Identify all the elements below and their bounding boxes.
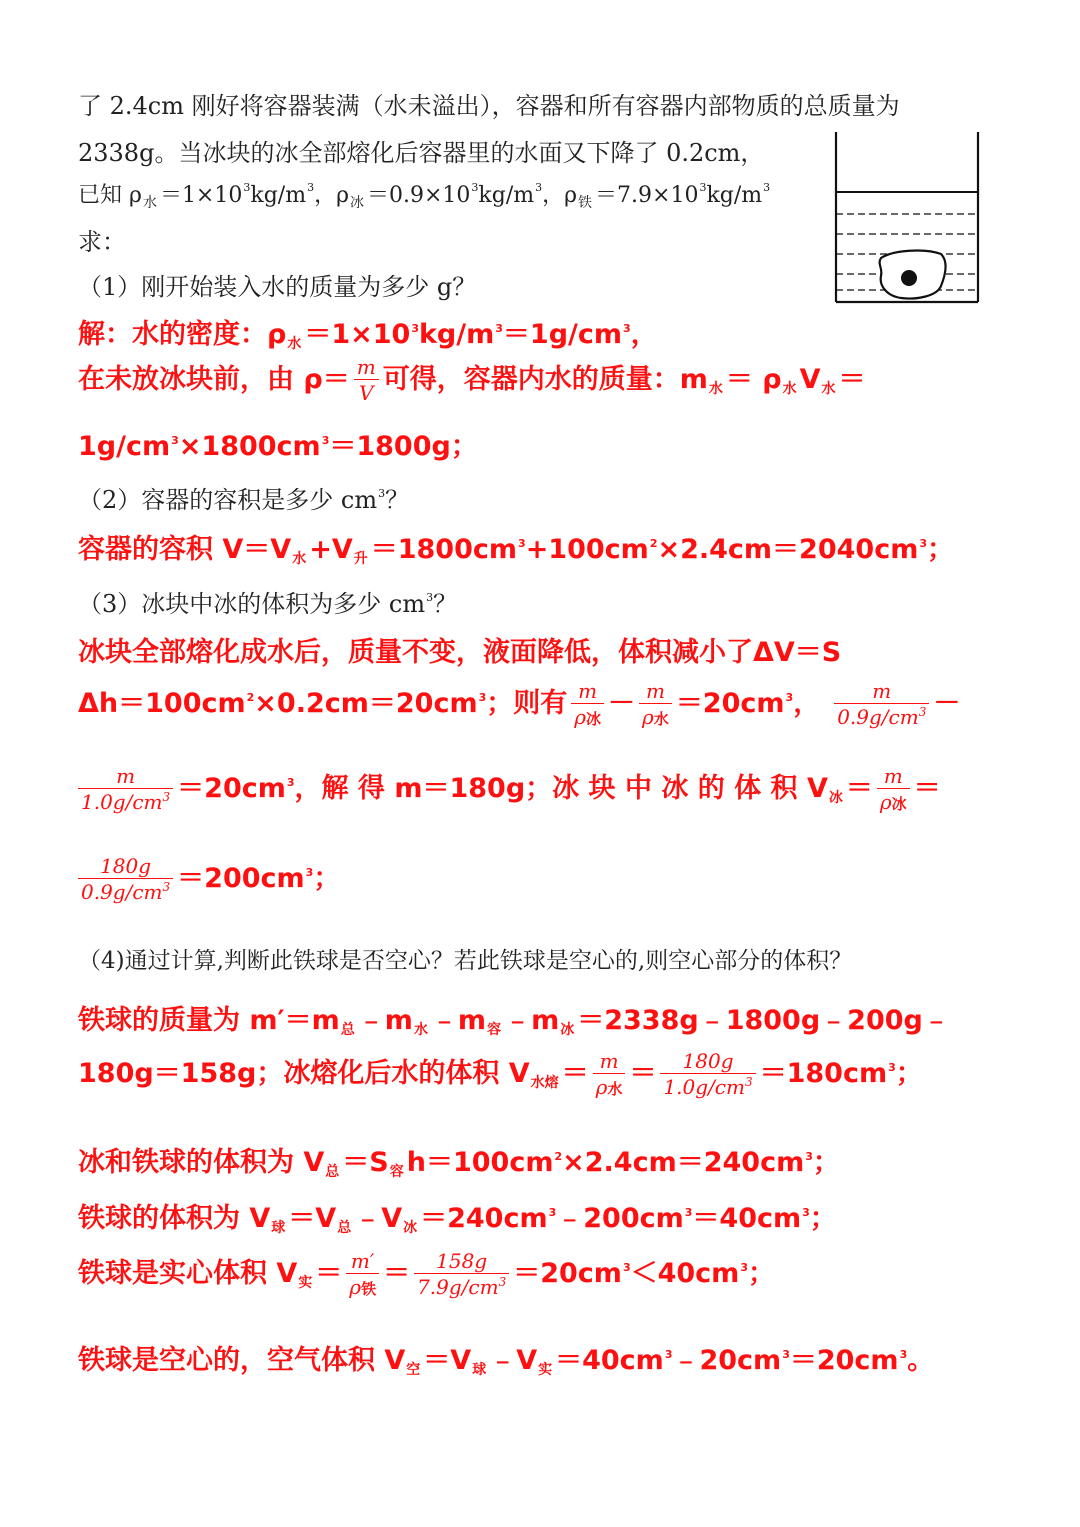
fraction-denominator: V [354, 379, 379, 405]
t: ×0.2cm＝20cm [254, 688, 478, 719]
t: ； [927, 534, 955, 565]
t: ＝240cm [420, 1203, 548, 1234]
t: V [799, 364, 821, 395]
t: ＝ [561, 1058, 589, 1089]
t: ＝20cm [177, 773, 286, 804]
t: 铁球是空心的，空气体积 V [78, 1345, 406, 1376]
t: +100cm [525, 534, 649, 565]
question-4 [78, 942, 852, 975]
t: 3 [918, 705, 927, 719]
t: （3）冰块中冰的体积为多少 cm [78, 590, 426, 618]
answer-4-line-4 [78, 1196, 837, 1237]
t: ﹣200cm [556, 1203, 684, 1234]
t: ； [895, 1058, 923, 1089]
answer-3-line-1 [78, 630, 841, 669]
t: 在未放冰块前，由 ρ＝ [78, 364, 350, 395]
t: 3 [162, 880, 171, 894]
t: ；则有 [486, 688, 568, 719]
answer-4-line-3 [78, 1140, 840, 1181]
t: ； [812, 1147, 840, 1178]
fraction-numerator: 180g [682, 1049, 734, 1073]
answer-1-line-2 [78, 356, 865, 405]
problem-line-1 [78, 86, 900, 121]
t: 水 [413, 1022, 428, 1038]
t: 0.9g/cm [81, 880, 163, 904]
fraction [354, 356, 379, 405]
t: 0.9g/cm [837, 705, 919, 729]
fraction-denominator [571, 703, 604, 729]
t: 球 [271, 1220, 286, 1236]
fraction [78, 855, 173, 904]
t: 铁球的质量为 m′＝m [78, 1005, 340, 1036]
t: 180g＝158g；冰熔化后水的体积 V [78, 1058, 530, 1089]
answer-4-line-5 [78, 1250, 775, 1299]
t: 3 [411, 322, 419, 335]
fraction [834, 680, 929, 729]
t: 3 [305, 866, 314, 879]
t: ＝180cm [759, 1058, 888, 1089]
t: ＝1g/cm [502, 319, 623, 350]
t: 3 [535, 181, 543, 194]
t: 铁球的体积为 V [78, 1203, 271, 1234]
t: 水熔 [530, 1075, 559, 1091]
t: 3 [763, 181, 771, 194]
t: 水 [287, 336, 302, 352]
t: ρ [349, 1275, 362, 1299]
t: ＝0.9×10 [367, 183, 471, 208]
t: ，ρ [314, 183, 349, 208]
t: ﹣20cm [672, 1345, 782, 1376]
t: ﹣m [357, 1005, 413, 1036]
t: 冰和铁球的体积为 V [78, 1147, 325, 1178]
fraction-denominator [78, 878, 173, 904]
fraction [78, 765, 173, 814]
t: 3 [740, 1261, 748, 1274]
fraction [877, 765, 910, 814]
t: ﹣V [489, 1345, 538, 1376]
t: 解：水的密度：ρ [78, 319, 287, 350]
answer-4-line-2 [78, 1050, 923, 1099]
t: 水 [142, 195, 157, 211]
t: 3 [286, 776, 295, 789]
t: ＝V [288, 1203, 337, 1234]
fraction-numerator: 158g [436, 1249, 488, 1273]
t: － [608, 688, 636, 719]
t: 球 [472, 1362, 487, 1378]
t: 容 [487, 1022, 502, 1038]
problem-line-3 [78, 178, 770, 212]
t: ＝ [629, 1058, 657, 1089]
t: ＝20cm [675, 688, 785, 719]
beaker-diagram [833, 130, 983, 310]
fraction-numerator: m [883, 764, 903, 788]
t: ； [313, 863, 341, 894]
t: 3 [699, 181, 707, 194]
t: ＝40cm [555, 1345, 664, 1376]
t: 3 [243, 181, 251, 194]
t: 3 [782, 1348, 790, 1361]
fraction [593, 1050, 626, 1099]
t: 3 [888, 1061, 896, 1074]
fraction-numerator: 180g [100, 854, 152, 878]
t: ； [809, 1203, 837, 1234]
t: ﹣V [354, 1203, 403, 1234]
t: 水 [653, 710, 669, 728]
fraction [639, 680, 672, 729]
fraction-numerator: m [645, 679, 665, 703]
fraction-denominator [414, 1273, 509, 1299]
t: 3 [171, 434, 179, 447]
t: ＝1×10 [304, 319, 411, 350]
t: 3 [919, 537, 928, 550]
problem-text: 了 2.4cm 刚好将容器装满（水未溢出），容器和所有容器内部物质的总质量为 [78, 92, 900, 120]
t: ，ρ [542, 183, 578, 208]
t: h＝100cm [406, 1147, 554, 1178]
t: 升 [353, 551, 368, 567]
fraction-numerator: m [356, 355, 376, 379]
t: （2）容器的容积是多少 cm [78, 486, 378, 514]
t: ρ [574, 705, 587, 729]
question-1-text: （1）刚开始装入水的质量为多少 g？ [78, 273, 477, 301]
t: ＝S [342, 1147, 389, 1178]
answer-3-line-2 [78, 680, 960, 729]
t: 水 [821, 381, 836, 397]
t: ρ [595, 1075, 608, 1099]
fraction-numerator: m [116, 764, 136, 788]
t: ？ [385, 486, 410, 514]
t: +V [309, 534, 353, 565]
t: ＝200cm [177, 863, 305, 894]
t: ； [747, 1258, 775, 1289]
t: 3 [548, 1206, 557, 1219]
t: 冰 [828, 790, 843, 806]
t: ×2.4cm＝2040cm [657, 534, 919, 565]
t: 3 [321, 434, 330, 447]
fraction-denominator [660, 1073, 755, 1099]
fraction [346, 1250, 379, 1299]
iron-ball [901, 270, 917, 286]
fraction-denominator [639, 703, 672, 729]
t: 1g/cm [78, 431, 171, 462]
t: ρ [879, 790, 892, 814]
t: ＝1×10 [159, 183, 243, 208]
t: 总 [325, 1164, 340, 1180]
fraction-numerator: m′ [350, 1249, 375, 1273]
problem-line-4 [78, 222, 126, 257]
t: 1.0g/cm [81, 790, 163, 814]
t: 水 [292, 551, 307, 567]
question-2 [78, 480, 409, 515]
t: 总 [337, 1220, 352, 1236]
t: ， [793, 688, 821, 719]
t: 容 [389, 1164, 404, 1180]
fraction [660, 1050, 755, 1099]
t: 铁 [578, 195, 593, 211]
t: ＝ ρ [725, 364, 782, 395]
t: ＝ [383, 1258, 411, 1289]
fraction [571, 680, 604, 729]
t: 水 [782, 381, 797, 397]
fraction-denominator [78, 788, 173, 814]
t: 2 [649, 537, 658, 550]
t: 3 [622, 1261, 631, 1274]
t: 3 [802, 1206, 810, 1219]
t: 3 [785, 691, 794, 704]
t: Δh＝100cm [78, 688, 246, 719]
t: ＝1800g； [329, 431, 478, 462]
fraction-denominator [593, 1073, 626, 1099]
problem-line-2 [78, 133, 764, 168]
t: ＝20cm [513, 1258, 622, 1289]
t: 3 [805, 1150, 813, 1163]
question-1 [78, 267, 476, 302]
t: ＝ [838, 364, 866, 395]
question-4-text: （4)通过计算,判断此铁球是否空心？若此铁球是空心的,则空心部分的体积？ [78, 948, 853, 974]
t: 3 [307, 181, 315, 194]
t: 冰块全部熔化成水后，质量不变，液面降低，体积减小了ΔV＝S [78, 637, 842, 668]
t: 铁 [361, 1280, 377, 1298]
t: kg/m [418, 319, 495, 350]
t: 已知 ρ [78, 183, 142, 208]
t: ，解 得 m＝180g；冰 块 中 冰 的 体 积 V [294, 773, 828, 804]
answer-1-line-3 [78, 424, 478, 463]
t: ＝7.9×10 [595, 183, 699, 208]
t: 水 [708, 381, 723, 397]
question-3 [78, 584, 457, 619]
t: － [933, 688, 961, 719]
t: 3 [426, 591, 434, 604]
t: ﹣m [430, 1005, 487, 1036]
t: ＝2338g﹣1800g﹣200g﹣ [577, 1005, 950, 1036]
fraction-numerator: m [578, 679, 598, 703]
t: ＝V [423, 1345, 472, 1376]
fraction-denominator [877, 788, 910, 814]
t: 3 [899, 1348, 908, 1361]
fraction-denominator [346, 1273, 379, 1299]
answer-1-line-1 [78, 312, 658, 353]
t: 7.9g/cm [417, 1275, 499, 1299]
t: 空 [406, 1362, 421, 1378]
t: ＝ [913, 773, 941, 804]
t: 总 [340, 1022, 355, 1038]
t: ＝ [315, 1258, 343, 1289]
fraction-numerator: m [872, 679, 892, 703]
t: ＝40cm [692, 1203, 802, 1234]
t: ×1800cm [178, 431, 321, 462]
t: 冰 [403, 1220, 418, 1236]
t: ？ [433, 590, 458, 618]
fraction-numerator: m [599, 1049, 619, 1073]
t: ＝1800cm [370, 534, 518, 565]
t: ×2.4cm＝240cm [562, 1147, 805, 1178]
t: 3 [471, 181, 479, 194]
t: 冰 [891, 795, 907, 813]
t: 冰 [586, 710, 602, 728]
t: ， [630, 319, 658, 350]
problem-text: 求： [78, 228, 126, 256]
t: 水 [607, 1080, 623, 1098]
t: ρ [642, 705, 654, 729]
t: 3 [498, 1275, 507, 1289]
problem-text: 2338g。当冰块的冰全部熔化后容器里的水面又下降了 0.2cm， [78, 139, 765, 167]
t: kg/m [250, 183, 307, 208]
t: 2 [246, 691, 255, 704]
t: 可得，容器内水的质量：m [382, 364, 708, 395]
t: 容器的容积 V＝V [78, 534, 292, 565]
answer-2 [78, 527, 954, 568]
t: 3 [684, 1206, 693, 1219]
fraction-denominator [834, 703, 929, 729]
t: 冰 [560, 1022, 575, 1038]
t: 2 [554, 1150, 563, 1163]
fraction [414, 1250, 509, 1299]
t: 3 [664, 1348, 673, 1361]
t: 3 [478, 691, 487, 704]
t: 。 [907, 1345, 935, 1376]
t: 3 [378, 487, 386, 500]
t: 铁球是实心体积 V [78, 1258, 298, 1289]
t: 实 [538, 1362, 553, 1378]
answer-4-line-1 [78, 998, 950, 1039]
t: ＝ [845, 773, 873, 804]
t: 3 [518, 537, 526, 550]
t: 3 [623, 322, 631, 335]
t: ＝20cm [789, 1345, 899, 1376]
answer-4-line-6 [78, 1338, 934, 1379]
t: ＜40cm [630, 1258, 740, 1289]
t: 3 [744, 1075, 753, 1089]
answer-3-line-3 [78, 765, 941, 814]
t: ﹣m [504, 1005, 560, 1036]
answer-3-line-4 [78, 855, 340, 904]
t: 实 [298, 1275, 313, 1291]
t: 1.0g/cm [663, 1075, 745, 1099]
t: 3 [162, 790, 171, 804]
t: kg/m [706, 183, 763, 208]
t: kg/m [478, 183, 535, 208]
t: 冰 [350, 195, 364, 211]
t: 3 [495, 322, 503, 335]
